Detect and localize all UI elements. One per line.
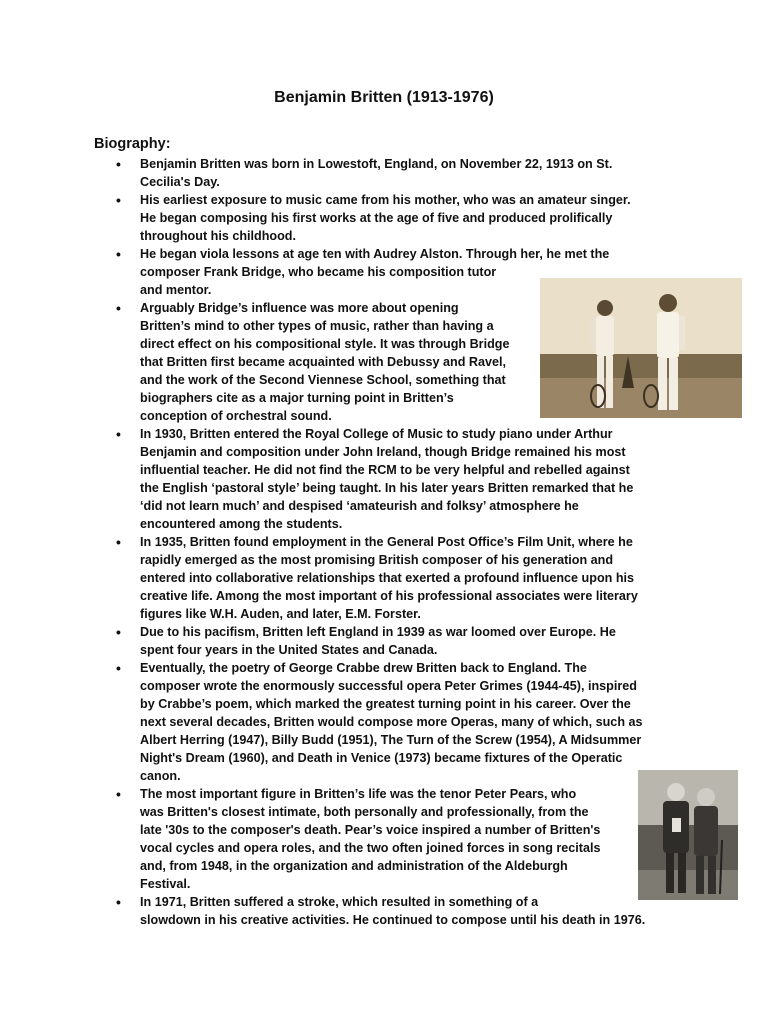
bullet-film-unit: • In 1935, Britten found employment in the General Post Office’s Film Unit, where he rapidly emerged as the most promising British composer of his generation and entered into collaborative relationships that exerted a profound influence upon his creative life. Among the most important of his professional associates were literary figures like W.H. Auden, and later, E.M. Forster. [112, 533, 682, 623]
biography-list [112, 155, 682, 929]
bullet-pacifism: • Due to his pacifism, Britten left England in 1939 as war loomed over Europe. He spent four years in the United States and Canada. [112, 623, 682, 659]
bullet-bridge-influence: • Arguably Bridge’s influence was more about opening Britten’s mind to other types of music, rather than having a direct effect on his compositional style. It was through Bridge that Britten first became acquainted with Debussy and Ravel, and the work of the Second Viennese School, something that biographers cite as a major turning point in Britten’s conception of orchestral sound. [112, 299, 682, 425]
photo-britten-and-pears-illustration [638, 770, 738, 900]
bullet-stroke: • In 1971, Britten suffered a stroke, which resulted in something of a slowdown in his creative activities. He continued to compose until his death in 1976. [112, 893, 682, 929]
photo-britten-and-bridge [540, 278, 742, 418]
photo-britten-and-bridge-illustration [540, 278, 742, 418]
bullet-early-exposure: • His earliest exposure to music came from his mother, who was an amateur singer. He began composing his first works at the age of five and produced prolifically throughout his childhood. [112, 191, 682, 245]
bullet-viola-lessons: • He began viola lessons at age ten with Audrey Alston. Through her, he met the composer Frank Bridge, who became his composition tutor and mentor. [112, 245, 682, 299]
bullet-birth: • Benjamin Britten was born in Lowestoft, England, on November 22, 1913 on St. Cecilia's Day. [112, 155, 682, 191]
bullet-operas: • Eventually, the poetry of George Crabbe drew Britten back to England. The composer wrote the enormously successful opera Peter Grimes (1944-45), inspired by Crabbe’s poem, which marked the greatest turning point in his career. Over the next several decades, Britten would compose more Operas, many of which, such as Albert Herring (1947), Billy Budd (1951), The Turn of the Screw (1954), A Midsummer Night's Dream (1960), and Death in Venice (1973) became fixtures of the Operatic canon. [112, 659, 682, 785]
biography-heading: Biography: [94, 136, 171, 152]
photo-britten-and-pears [638, 770, 738, 900]
bullet-rcm: • In 1930, Britten entered the Royal College of Music to study piano under Arthur Benjamin and composition under John Ireland, though Bridge remained his most influential teacher. He did not find the RCM to be very helpful and rebelled against the English ‘pastoral style’ being taught. In his later years Britten remarked that he ‘did not learn much’ and despised ‘amateurish and folksy’ atmosphere he encountered among the students. [112, 425, 682, 533]
page-title: Benjamin Britten (1913-1976) [274, 89, 494, 106]
bullet-peter-pears: • The most important figure in Britten’s life was the tenor Peter Pears, who was Britten's closest intimate, both personally and professionally, from the late '30s to the composer's death. Pear’s voice inspired a number of Britten's vocal cycles and opera roles, and the two often joined forces in song recitals and, from 1948, in the organization and administration of the Aldeburgh Festival. [112, 785, 682, 893]
